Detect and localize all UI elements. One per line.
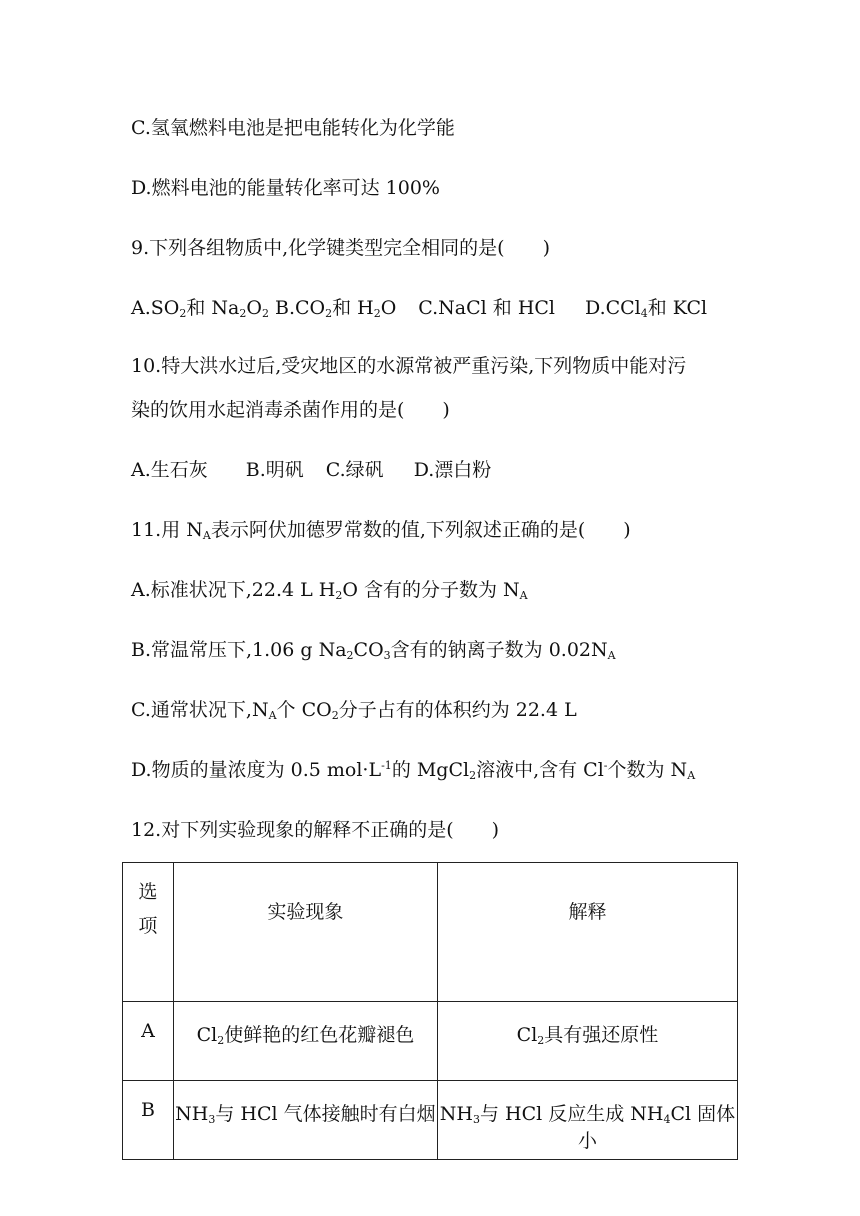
question-12-table — [122, 862, 738, 1160]
question-11: 11.用 $N_A$表示阿伏加德罗常数的值,下列叙述正确的是( ) — [131, 519, 631, 542]
q9-option-c: C.NaCl 和 HCl — [418, 297, 556, 319]
question-9-options — [131, 296, 707, 320]
question-11-option-b: B.常温常压下,1.06 g $Na_2CO_3$含有的钠离子数为 $0.02N_A$ — [131, 639, 616, 662]
q10-option-b: B.明矾 — [245, 459, 304, 481]
row-b-option: B — [123, 1081, 174, 1160]
q10-option-d: D.漂白粉 — [413, 459, 492, 481]
header-explanation-cell: 解释 — [437, 863, 737, 1002]
question-10-options — [131, 458, 491, 482]
q9-option-b: $B.CO_2$和 $H_2O$ — [268, 297, 397, 320]
row-b-phenomenon: $NH_3$与 HCl 气体接触时有白烟 — [173, 1081, 437, 1160]
question-10-line-2: 染的饮用水起消毒杀菌作用的是( ) — [131, 399, 450, 421]
table-header-row — [123, 863, 738, 1002]
table-row — [123, 1081, 738, 1160]
table-row — [123, 1002, 738, 1081]
q10-option-a: A.生石灰 — [131, 459, 208, 481]
q9-option-d: D.CCl$_4$和 KCl — [585, 297, 708, 320]
question-9: 9.下列各组物质中,化学键类型完全相同的是( ) — [131, 237, 550, 259]
row-a-explanation: $Cl_2$具有强还原性 — [437, 1002, 737, 1081]
header-option-cell: 选 项 — [123, 863, 174, 1002]
row-a-phenomenon: $Cl_2$使鲜艳的红色花瓣褪色 — [173, 1002, 437, 1081]
question-10-line-1: 10.特大洪水过后,受灾地区的水源常被严重污染,下列物质中能对污 — [131, 355, 687, 377]
q10-option-c: C.绿矾 — [325, 459, 384, 481]
option-c-q8: C.氢氧燃料电池是把电能转化为化学能 — [131, 117, 455, 139]
header-phenomenon-cell: 实验现象 — [173, 863, 437, 1002]
question-12: 12.对下列实验现象的解释不正确的是( ) — [131, 819, 500, 841]
question-11-option-c: C.通常状况下$,N_A$个 $CO_2$分子占有的体积约为 22.4 L — [131, 699, 577, 722]
question-11-option-a: A.标准状况下,22.4 L $H_2O$ 含有的分子数为 $N_A$ — [131, 579, 528, 602]
row-b-explanation: $NH_3$与 HCl 反应生成 $NH_4Cl$ 固体小 — [437, 1081, 737, 1160]
row-a-option: A — [123, 1002, 174, 1081]
q9-option-a: $A.SO_2$和 $Na_2O_2$ — [131, 297, 269, 320]
question-11-option-d: D.物质的量浓度为 0.5 $mol\cdot L^{-1}$的 MgCl$_2$溶液中,含有 Cl-个数为 $N_A$ — [131, 759, 696, 782]
option-d-q8: D.燃料电池的能量转化率可达 100% — [131, 177, 440, 199]
